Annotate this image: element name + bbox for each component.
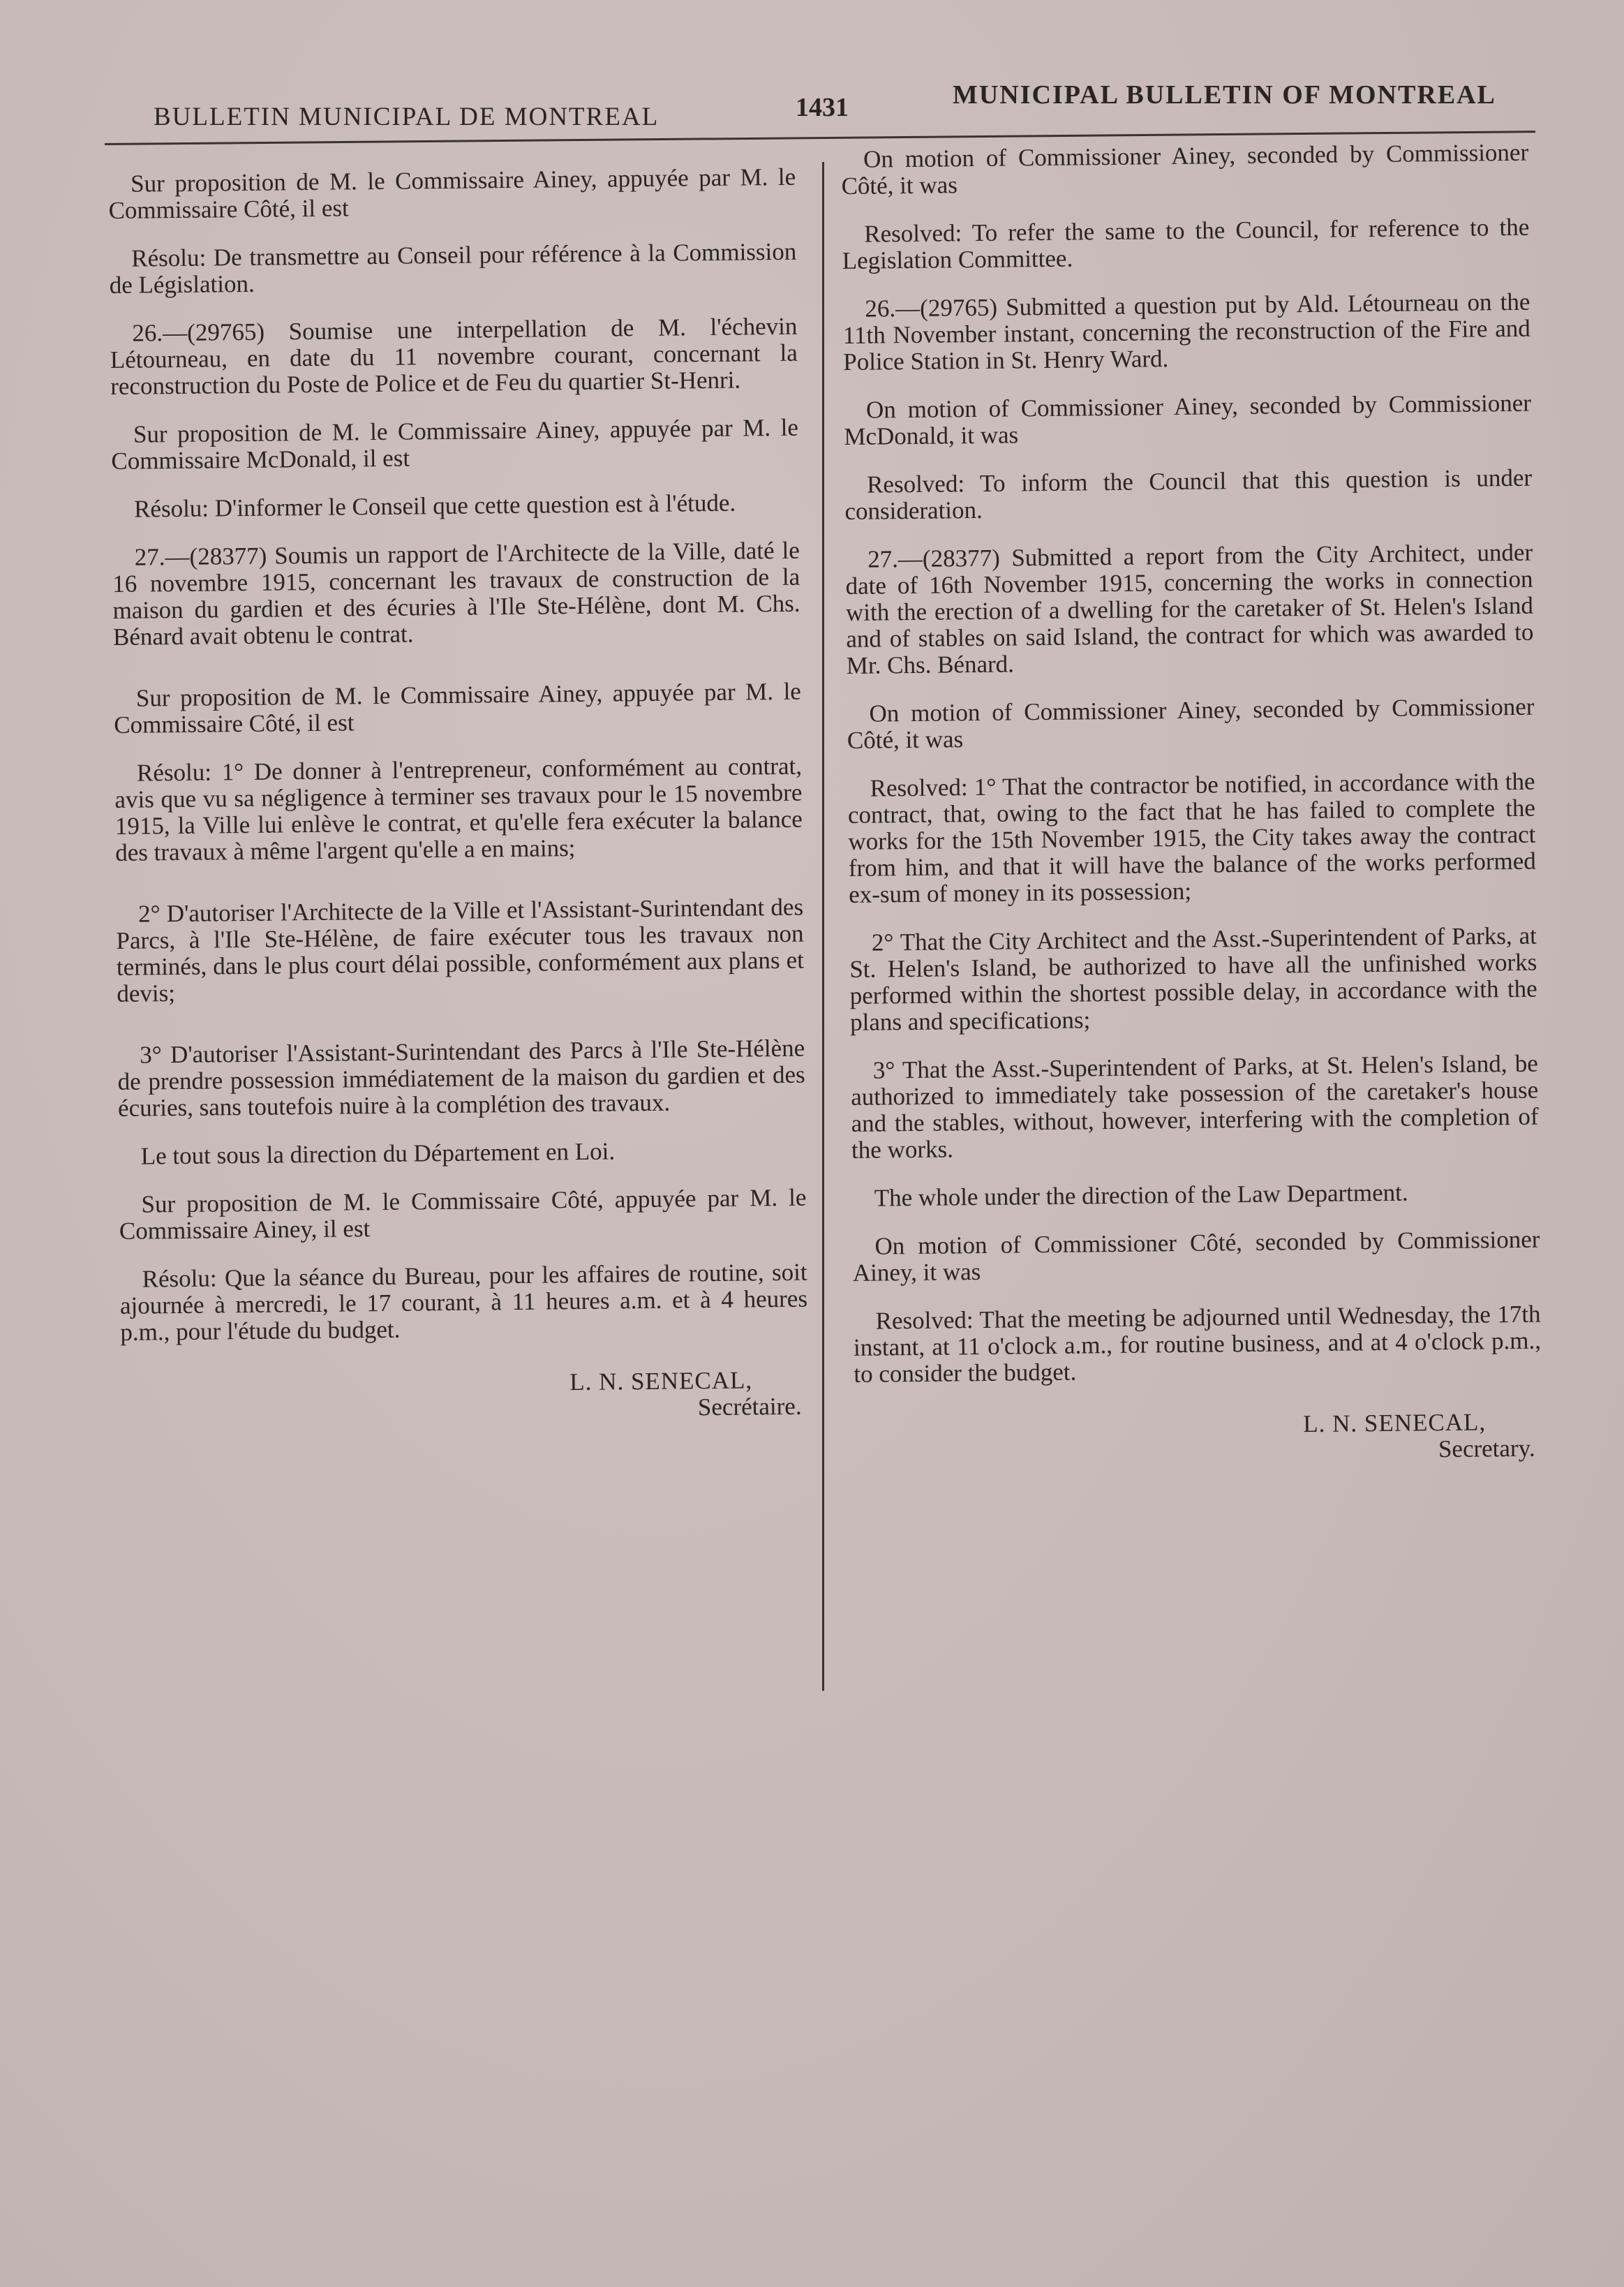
fr-paragraph-6: 27.—(28377) Soumis un rapport de l'Architecte de la Ville, daté le 16 novembre 1915, concernant les travaux de construction de la maison du gardien et des écuries à l'Ile Ste-Hélène, dont M. Chs. Bénard avait obtenu le contrat. [112,536,800,651]
en-paragraph-2: Resolved: To refer the same to the Council, for reference to the Legislation Committee. [842,213,1530,274]
en-paragraph-13: Resolved: That the meeting be adjourned until Wednesday, the 17th instant, at 11 o'clock a.m., for routine business, and at 4 o'clock p.m., to consider the budget. [853,1300,1542,1388]
en-paragraph-5: Resolved: To inform the Council that this question is under consideration. [844,464,1533,525]
column-divider [822,162,824,1691]
fr-paragraph-7: Sur proposition de M. le Commissaire Ainey, appuyée par M. le Commissaire Côté, il est [114,677,802,739]
fr-paragraph-9: 2° D'autoriser l'Architecte de la Ville et l'Assistant-Surintendant des Parcs, à l'Ile Ste-Hélène, de faire exécuter tous les travaux non terminés, dans le plus court délai possible, conformément aux plans et devis; [116,893,805,1007]
fr-paragraph-3: 26.—(29765) Soumise une interpellation de M. l'échevin Létourneau, en date du 11 novembre courant, concernant la reconstruction du Poste de Police et de Feu du quartier St-Henri. [110,312,798,400]
en-paragraph-4: On motion of Commissioner Ainey, seconded by Commissioner McDonald, it was [844,389,1532,450]
page-number: 1431 [796,93,849,122]
fr-paragraph-2: Résolu: De transmettre au Conseil pour référence à la Commission de Législation. [109,237,797,299]
fr-paragraph-11: Le tout sous la direction du Département en Loi. [140,1137,616,1170]
en-paragraph-3: 26.—(29765) Submitted a question put by Ald. Létourneau on the 11th November instant, concerning the reconstruction of the Fire and Police Station in St. Henry Ward. [842,288,1530,376]
en-paragraph-1: On motion of Commissioner Ainey, seconded by Commissioner Côté, it was [841,138,1529,200]
en-paragraph-6: 27.—(28377) Submitted a report from the City Architect, under date of 16th November 1915, concerning the works in connection with the erection of a dwelling for the caretaker of St. Helen's Island and of stables on said Island, the contract for which was awarded to Mr. Chs. Bénard. [845,538,1534,679]
fr-paragraph-12: Sur proposition de M. le Commissaire Côté, appuyée par M. le Commissaire Ainey, il est [119,1183,807,1245]
header-english-title: MUNICIPAL BULLETIN OF MONTREAL [953,80,1496,110]
en-paragraph-9: 2° That the City Architect and the Asst.-Superintendent of Parks, at St. Helen's Island, be authorized to have all the unfinished works performed within the shortest possible delay, in accordance with the plans and specifications; [849,922,1537,1036]
page-header [105,70,1535,147]
en-signature-name: L. N. SENECAL, [1303,1408,1487,1438]
en-signature-title: Secretary. [1438,1434,1535,1463]
header-french-title: BULLETIN MUNICIPAL DE MONTREAL [154,103,660,131]
fr-paragraph-13: Résolu: Que la séance du Bureau, pour les affaires de routine, soit ajournée à mercredi, le 17 courant, à 11 heures a.m. et à 4 heures p.m., pour l'étude du budget. [119,1258,808,1346]
french-column [108,164,809,1427]
english-column [841,140,1542,1469]
fr-paragraph-10: 3° D'autoriser l'Assistant-Surintendant des Parcs à l'Ile Ste-Hélène de prendre possession immédiatement de la maison du gardien et des écuries, sans toutefois nuire à la complétion des travaux. [117,1034,805,1122]
en-paragraph-10: 3° That the Asst.-Superintendent of Parks, at St. Helen's Island, be authorized to immediately take possession of the caretaker's house and the stables, without, however, interfering with the completion of the works. [851,1049,1539,1164]
fr-paragraph-8: Résolu: 1° De donner à l'entrepreneur, conformément au contrat, avis que vu sa négligence à terminer ses travaux pour le 15 novembre 1915, la Ville lui enlève le contrat, et qu'elle fera exécuter la balance des travaux à même l'argent qu'elle a en mains; [114,752,803,866]
fr-paragraph-5: Résolu: D'informer le Conseil que cette question est à l'étude. [133,489,736,523]
en-paragraph-7: On motion of Commissioner Ainey, seconded by Commissioner Côté, it was [847,693,1535,754]
en-paragraph-11: The whole under the direction of the Law Department. [874,1178,1408,1212]
fr-paragraph-4: Sur proposition de M. le Commissaire Ainey, appuyée par M. le Commissaire McDonald, il est [111,413,799,475]
fr-signature-name: L. N. SENECAL, [569,1366,753,1396]
en-paragraph-12: On motion of Commissioner Côté, seconded by Commissioner Ainey, it was [852,1225,1540,1287]
fr-paragraph-1: Sur proposition de M. le Commissaire Ainey, appuyée par M. le Commissaire Côté, il est [108,163,796,224]
en-paragraph-8: Resolved: 1° That the contractor be notified, in accordance with the contract, that, owing to the fact that he has failed to complete the works for the 15th November 1915, the City takes away the contract from him, and that it will have the balance of the works performed ex-sum of money in its possession; [847,767,1536,908]
fr-signature-title: Secrétaire. [697,1392,802,1421]
